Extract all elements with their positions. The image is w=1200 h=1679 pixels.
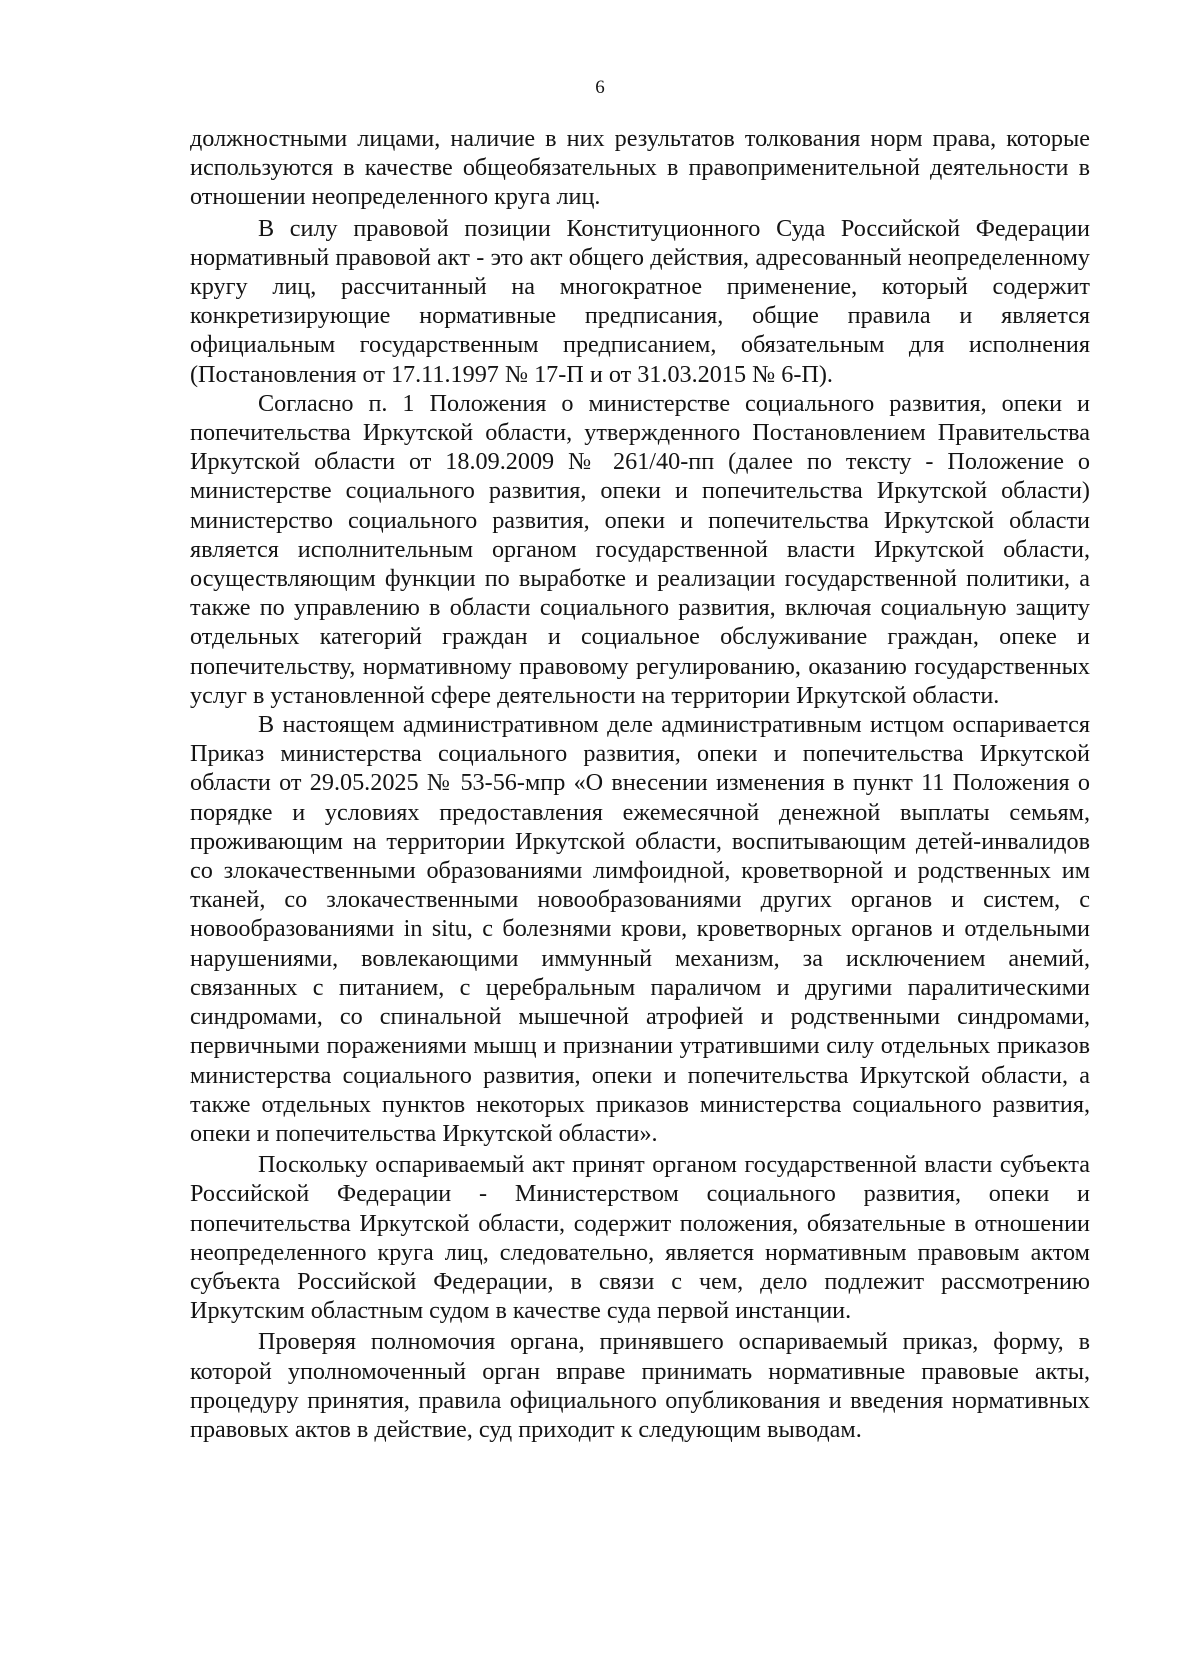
paragraph-contested-order: В настоящем административном деле административным истцом оспаривается Приказ министерства социального развития, опеки и попечительства Иркутской области от 29.05.2025 № 53-56-мпр «О внесении изменения в пункт 11 Положения о порядке и условиях предоставления ежемесячной денежной выплаты семьям, проживающим на территории Иркутской области, воспитывающим детей-инвалидов со злокачественными образованиями лимфоидной, кроветворной и родственных им тканей, со злокачественными новообразованиями других органов и систем, с новообразованиями in situ, с болезнями крови, кроветворных органов и отдельными нарушениями, вовлекающими иммунный механизм, за исключением анемий, связанных с питанием, с церебральным параличом и другими паралитическими синдромами, со спинальной мышечной атрофией и родственными синдромами, первичными поражениями мышц и признании утратившими силу отдельных приказов министерства социального развития, опеки и попечительства Иркутской области, а также отдельных пунктов некоторых приказов министерства социального развития, опеки и попечительства Иркутской области». <box>190 711 1090 1147</box>
paragraph-ministry-regulation: Согласно п. 1 Положения о министерстве социального развития, опеки и попечительства Иркутской области, утвержденного Постановлением Правительства Иркутской области от 18.09.2009 № 261/40-пп (далее по тексту - Положение о министерстве социального развития, опеки и попечительства Иркутской области) министерство социального развития, опеки и попечительства Иркутской области является исполнительным органом государственной власти Иркутской области, осуществляющим функции по выработке и реализации государственной политики, а также по управлению в области социального развития, включая социальную защиту отдельных категорий граждан и социальное обслуживание граждан, опеке и попечительству, нормативному правовому регулированию, оказанию государственных услуг в установленной сфере деятельности на территории Иркутской области. <box>190 389 1090 709</box>
paragraph-continuation: должностными лицами, наличие в них результатов толкования норм права, которые используются в качестве общеобязательных в правоприменительной деятельности в отношении неопределенного круга лиц. <box>190 125 1090 211</box>
page-number: 6 <box>595 77 605 98</box>
paragraph-legal-position: В силу правовой позиции Конституционного Суда Российской Федерации нормативный правовой акт - это акт общего действия, адресованный неопределенному кругу лиц, рассчитанный на многократное применение, который содержит конкретизирующие нормативные предписания, общие правила и является официальным государственным предписанием, обязательным для исполнения (Постановления от 17.11.1997 № 17-П и от 31.03.2015 № 6-П). <box>190 214 1090 388</box>
document-body <box>190 124 1090 1444</box>
paragraph-court-conclusions: Проверяя полномочия органа, принявшего оспариваемый приказ, форму, в которой уполномоченный орган вправе принимать нормативные правовые акты, процедуру принятия, правила официального опубликования и введения нормативных правовых актов в действие, суд приходит к следующим выводам. <box>190 1328 1090 1443</box>
paragraph-jurisdiction: Поскольку оспариваемый акт принят органом государственной власти субъекта Российской Федерации - Министерством социального развития, опеки и попечительства Иркутской области, содержит положения, обязательные в отношении неопределенного круга лиц, следовательно, является нормативным правовым актом субъекта Российской Федерации, в связи с чем, дело подлежит рассмотрению Иркутским областным судом в качестве суда первой инстанции. <box>190 1151 1090 1325</box>
